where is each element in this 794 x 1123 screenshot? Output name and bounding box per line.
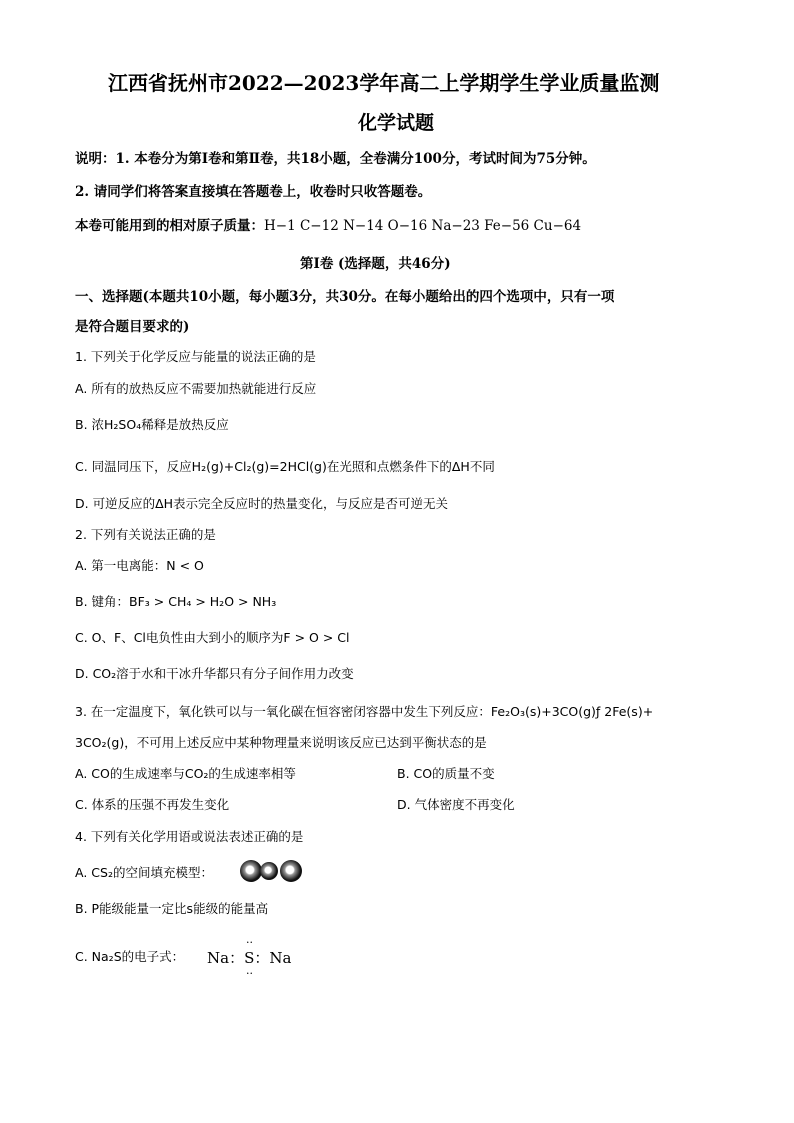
sulfur-atom-left bbox=[240, 860, 262, 882]
part-instruction-2: 是符合题目要求的) bbox=[75, 319, 190, 335]
exam-title: 江西省抚州市2022—2023学年高二上学期学生学业质量监测 bbox=[108, 71, 660, 95]
q1-option-d: D. 可逆反应的ΔH表示完全反应时的热量变化，与反应是否可逆无关 bbox=[75, 496, 449, 511]
section-heading: 第Ⅰ卷 (选择题，共46分) bbox=[300, 256, 451, 272]
q3-option-d: D. 气体密度不再变化 bbox=[397, 797, 515, 812]
atomic-mass-line bbox=[75, 217, 581, 235]
sulfur-atom-right bbox=[280, 860, 302, 882]
q3-option-c: C. 体系的压强不再发生变化 bbox=[75, 797, 230, 812]
note-line-1: 说明：1. 本卷分为第Ⅰ卷和第Ⅱ卷，共18小题，全卷满分100分，考试时间为75分钟。 bbox=[75, 151, 596, 167]
carbon-atom-center bbox=[260, 862, 278, 880]
q2-option-d: D. CO₂溶于水和干冰升华都只有分子间作用力改变 bbox=[75, 666, 354, 681]
electron-pair-bottom: ·· bbox=[246, 967, 253, 980]
atomic-mass-values: H−1 C−12 N−14 O−16 Na−23 Fe−56 Cu−64 bbox=[264, 218, 582, 234]
q1-option-a: A. 所有的放热反应不需要加热就能进行反应 bbox=[75, 381, 317, 396]
q2-option-c: C. O、F、Cl电负性由大到小的顺序为F > O > Cl bbox=[75, 630, 350, 645]
exam-subtitle: 化学试题 bbox=[358, 112, 435, 134]
q3-option-a: A. CO的生成速率与CO₂的生成速率相等 bbox=[75, 766, 296, 781]
cs2-space-filling-model-image bbox=[238, 858, 304, 884]
q2-stem: 2. 下列有关说法正确的是 bbox=[75, 527, 216, 542]
q2-option-b: B. 键角：BF₃ > CH₄ > H₂O > NH₃ bbox=[75, 594, 277, 609]
q4-option-b: B. P能级能量一定比s能级的能量高 bbox=[75, 901, 269, 916]
q2-option-a: A. 第一电离能：N < O bbox=[75, 558, 204, 573]
q1-option-b: B. 浓H₂SO₄稀释是放热反应 bbox=[75, 417, 229, 432]
q4-option-a: A. CS₂的空间填充模型： bbox=[75, 865, 213, 880]
na2s-electron-formula: Na：S：Na bbox=[207, 949, 292, 967]
note-line-2: 2. 请同学们将答案直接填在答题卷上，收卷时只收答题卷。 bbox=[75, 184, 432, 200]
q3-stem-line-1: 3. 在一定温度下，氧化铁可以与一氧化碳在恒容密闭容器中发生下列反应：Fe₂O₃(s)+3CO(g)ƒ 2Fe(s)+ bbox=[75, 704, 654, 719]
q3-option-b: B. CO的质量不变 bbox=[397, 766, 495, 781]
q4-option-c: C. Na₂S的电子式： bbox=[75, 949, 185, 964]
atomic-mass-label: 本卷可能用到的相对原子质量： bbox=[75, 218, 264, 234]
part-instruction-1: 一、选择题(本题共10小题，每小题3分，共30分。在每小题给出的四个选项中，只有一项 bbox=[75, 289, 615, 305]
q1-option-c: C. 同温同压下，反应H₂(g)+Cl₂(g)=2HCl(g)在光照和点燃条件下的ΔH不同 bbox=[75, 459, 495, 474]
q4-stem: 4. 下列有关化学用语或说法表述正确的是 bbox=[75, 829, 304, 844]
q1-stem: 1. 下列关于化学反应与能量的说法正确的是 bbox=[75, 349, 316, 364]
q3-stem-line-2: 3CO₂(g)，不可用上述反应中某种物理量来说明该反应已达到平衡状态的是 bbox=[75, 735, 487, 750]
electron-pair-top: ·· bbox=[246, 936, 253, 949]
